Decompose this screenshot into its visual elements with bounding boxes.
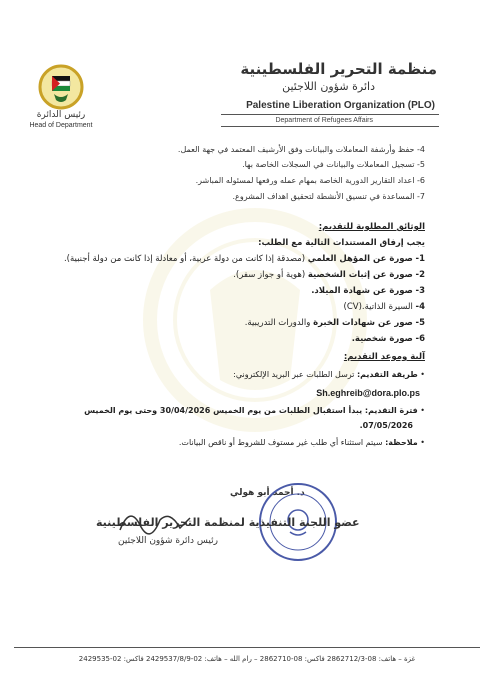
- head-of-department-en: Head of Department: [29, 122, 93, 129]
- application-title: آلية وموعد التقديم:: [343, 352, 425, 362]
- footer-divider: [14, 647, 480, 648]
- footer-contact: غزة – هاتف: 08-2862712/3 فاكس: 08-2862710 – رام الله – هاتف: 02-2429537/8/9 فاكس: 02-2429535: [78, 655, 416, 663]
- document-item: 1- صورة عن المؤهل العلمي (مصدقة إذا كانت من دولة عربية، أو معادلة إذا كانت من دولة أجنبية).: [63, 254, 425, 264]
- task-item: 4- حفظ وأرشفة المعاملات والبيانات وفق الأرشيف المعتمد في جهة العمل.: [177, 145, 425, 154]
- application-note: • ملاحظة: سيتم استثناء أي طلب غير مستوف للشروط أو ناقص البيانات.: [178, 438, 425, 447]
- head-of-department-ar: رئيس الدائرة: [36, 110, 86, 120]
- department-name-en: Department of Refugees Affairs: [275, 117, 373, 124]
- application-method: • طريقة التقديم: ترسل الطلبات عبر البريد الإلكتروني:: [233, 370, 425, 379]
- document-item: 5- صور عن شهادات الخبرة والدورات التدريبية.: [244, 318, 425, 328]
- organization-name-en: Palestine Liberation Organization (PLO): [246, 100, 435, 111]
- header-divider-bottom: [221, 126, 439, 127]
- organization-name-ar: منظمة التحرير الفلسطينية: [240, 60, 437, 78]
- header-divider-top: [221, 114, 439, 115]
- signatory-name: د. أحمد أبو هولي: [230, 488, 305, 498]
- document-item: 2- صورة عن إثبات الشخصية (هوية أو جواز سفر).: [233, 270, 425, 280]
- document-item: 6- صورة شخصية.: [351, 334, 425, 344]
- application-period-end: 07/05/2026.: [359, 421, 413, 430]
- application-email-link[interactable]: Sh.eghreib@dora.plo.ps: [316, 388, 420, 398]
- documents-title: الوثائق المطلوبة للتقديم:: [318, 222, 425, 232]
- application-period: • فترة التقديم: يبدأ استقبال الطلبات من يوم الخميس 30/04/2026 وحتى يوم الخميس: [84, 406, 425, 415]
- signatory-title: عضو اللجنة التنفيذية لمنظمة التحرير الفلسطينية: [96, 516, 360, 529]
- document-item: 4- السيرة الذاتية.(CV): [343, 302, 425, 312]
- document-item: 3- صورة عن شهادة الميلاد.: [311, 286, 425, 296]
- task-item: 6- اعداد التقارير الدورية الخاصة بمهام عمله ورفعها لمسئوله المباشر.: [195, 176, 425, 185]
- documents-intro: يجب إرفاق المستندات التالية مع الطلب:: [258, 238, 425, 248]
- task-item: 5- تسجيل المعاملات والبيانات في السجلات الخاصة بها.: [242, 160, 425, 169]
- signatory-subtitle: رئيس دائرة شؤون اللاجئين: [118, 536, 218, 546]
- department-name-ar: دائرة شؤون اللاجئين: [282, 80, 375, 93]
- task-item: 7- المساعدة في تنسيق الأنشطة لتحقيق اهداف المشروع.: [232, 192, 425, 201]
- plo-logo-icon: [38, 64, 84, 110]
